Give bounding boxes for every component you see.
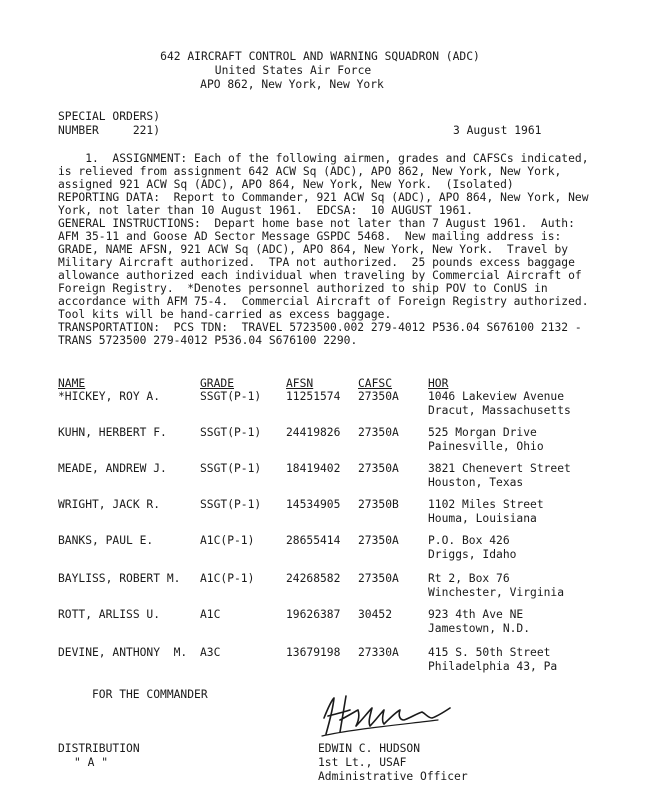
body-line: Military Aircraft authorized. TPA not authorized. 25 pounds excess baggage: [58, 256, 575, 269]
roster-name: DEVINE, ANTHONY M.: [58, 646, 188, 659]
body-line: accordance with AFM 75-4. Commercial Aircraft of Foreign Registry authorized.: [58, 295, 589, 308]
for-the-commander: FOR THE COMMANDER: [92, 688, 208, 701]
body-line: 1. ASSIGNMENT: Each of the following airmen, grades and CAFSCs indicated,: [58, 152, 589, 165]
roster-hor-street: 3821 Chenevert Street: [428, 462, 571, 475]
roster-cafsc: 27350A: [358, 534, 399, 547]
orders-body: [58, 152, 628, 347]
body-line: assigned 921 ACW Sq (ADC), APO 864, New York, New York. (Isolated): [58, 178, 514, 191]
roster-name: BAYLISS, ROBERT M.: [58, 572, 181, 585]
roster-name: KUHN, HERBERT F.: [58, 426, 167, 439]
roster-cafsc: 27330A: [358, 646, 399, 659]
roster-cafsc: 30452: [358, 608, 393, 621]
roster-afsn: 14534905: [286, 498, 341, 511]
roster-afsn: 28655414: [286, 534, 341, 547]
roster-hor-street: 1102 Miles Street: [428, 498, 544, 511]
signer-name: EDWIN C. HUDSON: [318, 742, 421, 755]
body-line: allowance authorized each individual when traveling by Commercial Aircraft of: [58, 269, 582, 282]
roster-hor-street: P.O. Box 426: [428, 534, 510, 547]
body-line: TRANSPORTATION: PCS TDN: TRAVEL 5723500.002 279-4012 P536.04 S676100 2132 -: [58, 321, 582, 334]
roster-afsn: 24268582: [286, 572, 341, 585]
roster-cafsc: 27350A: [358, 426, 399, 439]
roster-hor-city: Philadelphia 43, Pa: [428, 660, 558, 673]
roster-hor-city: Dracut, Massachusetts: [428, 404, 571, 417]
roster-grade: SSGT(P-1): [200, 462, 262, 475]
roster-afsn: 18419402: [286, 462, 341, 475]
orders-number: NUMBER 221): [58, 124, 161, 137]
roster-hor-street: 1046 Lakeview Avenue: [428, 390, 565, 403]
roster-name: BANKS, PAUL E.: [58, 534, 154, 547]
roster-hor-street: 415 S. 50th Street: [428, 646, 551, 659]
distribution-code: " A ": [74, 756, 109, 769]
roster-hor-street: 923 4th Ave NE: [428, 608, 524, 621]
body-line: GRADE, NAME AFSN, 921 ACW Sq (ADC), APO 864, New York, New York. Travel by: [58, 243, 569, 256]
roster-afsn: 11251574: [286, 390, 341, 403]
roster-afsn: 19626387: [286, 608, 341, 621]
signer-rank: 1st Lt., USAF: [318, 756, 407, 769]
roster-grade: A3C: [200, 646, 221, 659]
roster-cafsc: 27350B: [358, 498, 399, 511]
body-line: AFM 35-11 and Goose AD Sector Message GSPDC 5468. New mailing address is:: [58, 230, 562, 243]
apo-address: APO 862, New York, New York: [200, 78, 384, 91]
roster-name: WRIGHT, JACK R.: [58, 498, 161, 511]
roster-hor-street: 525 Morgan Drive: [428, 426, 537, 439]
distribution-label: DISTRIBUTION: [58, 742, 140, 755]
roster-grade: A1C(P-1): [200, 534, 255, 547]
col-header-afsn: AFSN: [286, 377, 314, 390]
col-header-grade: GRADE: [200, 377, 235, 390]
body-line: York, not later than 10 August 1961. EDCSA: 10 AUGUST 1961.: [58, 204, 473, 217]
signer-title: Administrative Officer: [318, 770, 468, 783]
col-header-name: NAME: [58, 377, 86, 390]
roster-cafsc: 27350A: [358, 572, 399, 585]
roster-hor-city: Houma, Louisiana: [428, 512, 537, 525]
body-line: GENERAL INSTRUCTIONS: Depart home base not later than 7 August 1961. Auth:: [58, 217, 575, 230]
orders-label: SPECIAL ORDERS): [58, 110, 161, 123]
roster-name: *HICKEY, ROY A.: [58, 390, 161, 403]
service-name: United States Air Force: [214, 64, 372, 77]
roster-hor-city: Driggs, Idaho: [428, 548, 517, 561]
roster-grade: SSGT(P-1): [200, 390, 262, 403]
roster-grade: A1C(P-1): [200, 572, 255, 585]
squadron-title: 642 AIRCRAFT CONTROL AND WARNING SQUADRON (ADC): [160, 50, 480, 63]
roster-grade: SSGT(P-1): [200, 426, 262, 439]
roster-hor-city: Houston, Texas: [428, 476, 524, 489]
roster-hor-city: Painesville, Ohio: [428, 440, 544, 453]
roster-hor-street: Rt 2, Box 76: [428, 572, 510, 585]
body-line: REPORTING DATA: Report to Commander, 921 ACW Sq (ADC), APO 864, New York, New: [58, 191, 589, 204]
roster-cafsc: 27350A: [358, 462, 399, 475]
body-line: is relieved from assignment 642 ACW Sq (ADC), APO 862, New York, New York,: [58, 165, 562, 178]
body-line: Foreign Registry. *Denotes personnel authorized to ship POV to ConUS in: [58, 282, 548, 295]
roster-grade: SSGT(P-1): [200, 498, 262, 511]
col-header-cafsc: CAFSC: [358, 377, 393, 390]
orders-date: 3 August 1961: [453, 124, 542, 137]
roster-name: ROTT, ARLISS U.: [58, 608, 161, 621]
roster-name: MEADE, ANDREW J.: [58, 462, 167, 475]
roster-afsn: 24419826: [286, 426, 341, 439]
handwritten-signature: [318, 690, 468, 740]
body-line: Tool kits will be hand-carried as excess baggage.: [58, 308, 392, 321]
body-line: TRANS 5723500 279-4012 P536.04 S676100 2290.: [58, 334, 358, 347]
roster-hor-city: Winchester, Virginia: [428, 586, 565, 599]
col-header-hor: HOR: [428, 377, 449, 390]
roster-hor-city: Jamestown, N.D.: [428, 622, 531, 635]
roster-cafsc: 27350A: [358, 390, 399, 403]
roster-afsn: 13679198: [286, 646, 341, 659]
roster-grade: A1C: [200, 608, 221, 621]
